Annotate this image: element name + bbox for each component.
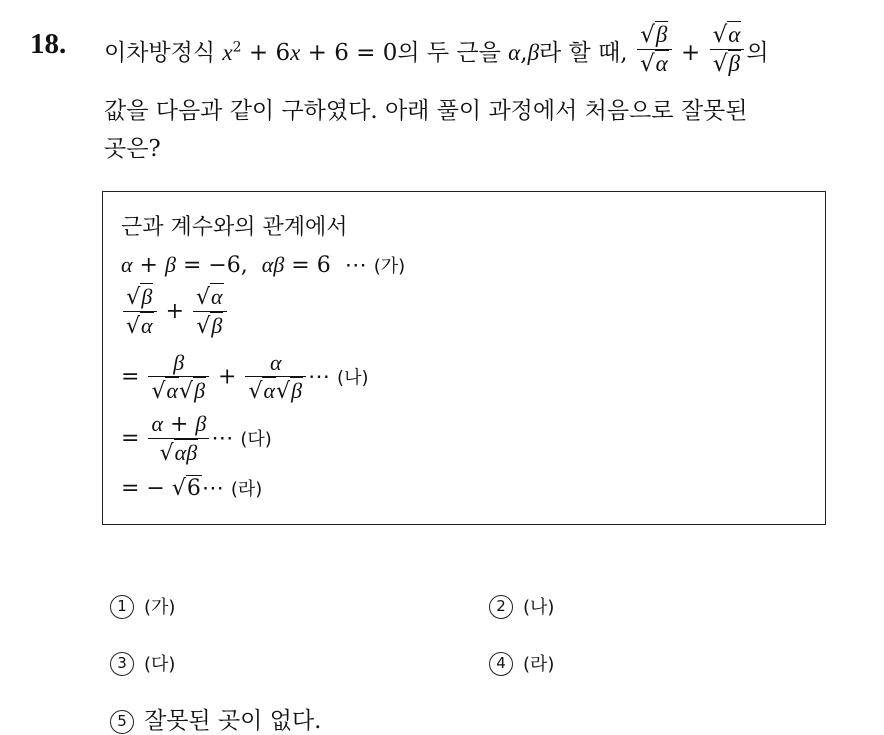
question-end: 의 [746,39,769,66]
label-ra: (라) [230,479,263,500]
solution-intro: 근과 계수와의 관계에서 [121,215,348,240]
fraction-sqrt-beta-over-sqrt-alpha: $\frac{√\beta}{√\alpha}$ [637,22,672,78]
roots: α [508,39,521,65]
choice-2[interactable]: 2 (나) [489,593,554,619]
choice-marker: 5 [110,710,134,734]
solution-step-da: = $\frac{\alpha + \beta}{√\alpha\beta}$ ⋯ (다) [121,411,272,467]
choice-5[interactable]: 5 잘못된 곳이 없다. [110,702,321,735]
choice-marker: 2 [489,595,513,619]
question-prefix: 이차방정식 [104,39,216,66]
choice-marker: 1 [110,595,134,619]
label-na: (나) [337,367,369,389]
question-line-1: 이차방정식 $x^2 + 6x + 6 = 0$의 두 근을 α,β라 할 때, $\frac{√\beta}{√\alpha}$ + $\frac{√\alpha}{√\beta}$ 의 [104,22,769,78]
choice-3[interactable]: 3 (다) [110,650,175,676]
fraction-sqrt-alpha-over-sqrt-beta: $\frac{√\alpha}{√\beta}$ [710,22,745,78]
choice-4[interactable]: 4 (라) [489,650,554,676]
question-number: 18. [30,28,67,60]
choice-marker: 3 [110,652,134,676]
question-line-3: 곳은? [104,136,161,162]
choice-1[interactable]: 1 (가) [110,593,175,619]
label-da: (다) [240,428,272,450]
solution-step-na: = $\frac{\beta}{√\alpha√\beta}$ + $\frac{\alpha}{√\alpha√\beta}$ ⋯ (나) [121,350,369,405]
equation: $x^2 + 6x + 6 = 0$ [222,39,398,66]
solution-box [102,191,826,525]
solution-expression: $\frac{√\beta}{√\alpha}$ + $\frac{√\alpha}{√\beta}$ [121,284,229,340]
question-mid: 라 할 때, [539,39,628,66]
solution-step-ga: α + β = −6, αβ = 6 ⋯ (가) [121,252,406,278]
question-line-2: 값을 다음과 같이 구하였다. 아래 풀이 과정에서 처음으로 잘못된 [104,98,748,124]
solution-step-ra: = − √6⋯ (라) [121,476,263,501]
question-suffix: 의 두 근을 [397,39,501,66]
label-ga: (가) [373,256,406,277]
choice-marker: 4 [489,652,513,676]
